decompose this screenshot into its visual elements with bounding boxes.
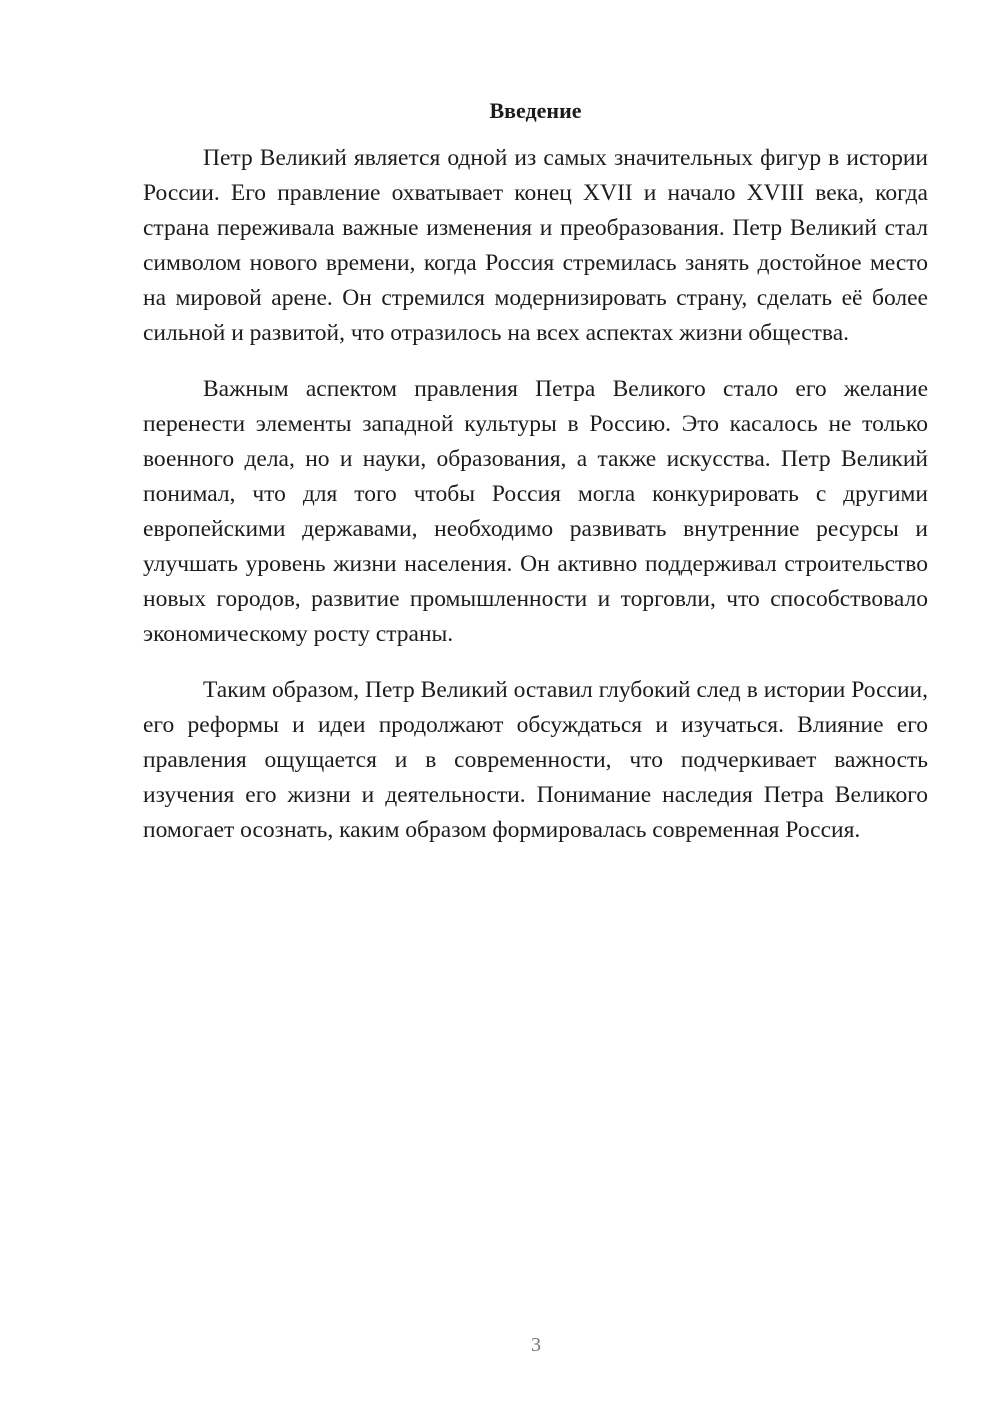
page-content	[143, 96, 928, 869]
paragraph-1: Петр Великий является одной из самых значительных фигур в истории России. Его правление охватывает конец XVII и начало XVIII века, когда страна переживала важные изменения и преобразования. Петр Великий стал символом нового времени, когда Россия стремилась занять достойное место на мировой арене. Он стремился модернизировать страну, сделать её более сильной и развитой, что отразилось на всех аспектах жизни общества.	[143, 145, 928, 346]
paragraph-3: Таким образом, Петр Великий оставил глубокий след в истории России, его реформы и идеи продолжают обсуждаться и изучаться. Влияние его правления ощущается и в современности, что подчеркивает важность изучения его жизни и деятельности. Понимание наследия Петра Великого помогает осознать, каким образом формировалась современная Россия.	[143, 677, 928, 843]
page-number: 3	[531, 1334, 541, 1356]
paragraph-2: Важным аспектом правления Петра Великого стало его желание перенести элементы западной культуры в Россию. Это касалось не только военного дела, но и науки, образования, а также искусства. Петр Великий понимал, что для того чтобы Россия могла конкурировать с другими европейскими державами, необходимо развивать внутренние ресурсы и улучшать уровень жизни населения. Он активно поддерживал строительство новых городов, развитие промышленности и торговли, что способствовало экономическому росту страны.	[143, 376, 928, 647]
section-title: Введение	[489, 98, 582, 123]
